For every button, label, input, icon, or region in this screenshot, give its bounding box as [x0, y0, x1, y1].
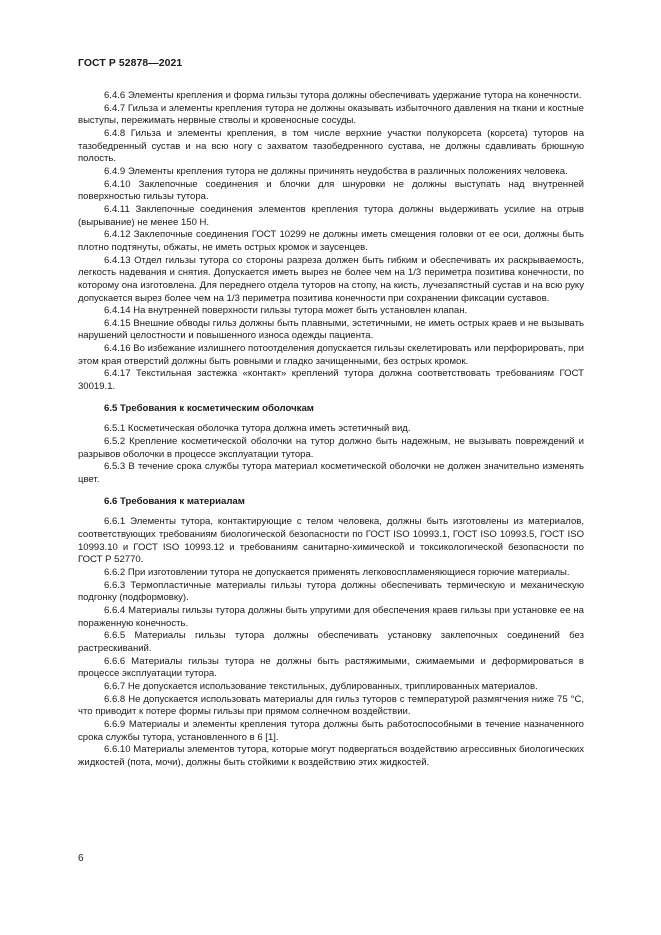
clause-6-4-16: 6.4.16 Во избежание излишнего потоотделения допускается гильзы скелетировать или перфорировать, при этом края отверстий должны быть ровными и гладко зачищенными, без острых кромок.: [78, 343, 584, 367]
clause-6-5-1: 6.5.1 Косметическая оболочка тутора должна иметь эстетичный вид.: [104, 423, 411, 435]
clause-list-6-5: [78, 423, 584, 486]
clause-6-4-14: 6.4.14 На внутренней поверхности гильзы тутора может быть установлен клапан.: [104, 305, 468, 317]
clause-6-4-7: 6.4.7 Гильза и элементы крепления тутора не должны оказывать избыточного давления на ткани и костные выступы, пережимать нервные стволы и кровеносные сосуды.: [78, 102, 584, 127]
section-heading-6-6: 6.6 Требования к материалам: [104, 495, 245, 507]
clause-6-6-5: 6.6.5 Материалы гильзы тутора должны обеспечивать установку заклепочных соединений без растрескиваний.: [78, 630, 584, 654]
document-header: ГОСТ Р 52878—2021: [78, 58, 183, 69]
clause-6-5-3: 6.5.3 В течение срока службы тутора материал косметической оболочки не должен значительно изменять цвет.: [78, 461, 584, 486]
clause-6-4-8: 6.4.8 Гильза и элементы крепления, в том числе верхние участки полукорсета (корсета) туторов на тазобедренный сустав и на всю ногу с захватом тазобедренного сустава, не должны сдавливать брюшную полость.: [78, 127, 584, 165]
clause-6-4-15: 6.4.15 Внешние обводы гильз должны быть плавными, эстетичными, не иметь острых краев и не вызывать нарушений целостности и повышенного износа одежды пациента.: [78, 317, 584, 342]
clause-6-6-1: 6.6.1 Элементы тутора, контактирующие с телом человека, должны быть изготовлены из материалов, соответствующих требованиям биологической безопасности по ГОСТ ISO 10993.1, ГОСТ ISO 10993.5, ГОСТ ISO 10993.10 и ГОСТ ISO 10993.12 и требованиям санитарно-химической и токсикологической безопасности по ГОСТ Р 52770.: [78, 516, 584, 566]
section-heading-6-5: 6.5 Требования к косметическим оболочкам: [104, 402, 314, 414]
clause-list-6-4: [78, 90, 584, 394]
clause-6-6-6: 6.6.6 Материалы гильзы тутора не должны быть растяжимыми, сжимаемыми и деформироваться в процессе эксплуатации тутора.: [78, 655, 584, 680]
clause-6-5-2: 6.5.2 Крепление косметической оболочки на тутор должно быть надежным, не вызывать повреждений и разрывов оболочки в процессе эксплуатации тутора.: [78, 436, 584, 460]
clause-list-6-6: [78, 516, 584, 769]
clause-6-6-7: 6.6.7 Не допускается использование текстильных, дублированных, триплированных материалов.: [104, 680, 538, 692]
clause-6-4-17: 6.4.17 Текстильная застежка «контакт» креплений тутора должна соответствовать требованиям ГОСТ 30019.1.: [78, 368, 584, 393]
clause-6-6-3: 6.6.3 Термопластичные материалы гильзы тутора должны обеспечивать термическую и механическую подгонку (подформовку).: [78, 579, 584, 604]
clause-6-4-9: 6.4.9 Элементы крепления тутора не должны причинять неудобства в различных положениях человека.: [104, 165, 568, 177]
clause-6-4-11: 6.4.11 Заклепочные соединения элементов крепления тутора должны выдерживать усилие на отрыв (вырывание) не менее 150 Н.: [78, 203, 584, 228]
clause-6-4-13: 6.4.13 Отдел гильзы тутора со стороны разреза должен быть гибким и обеспечивать их раскрываемость, легкость надевания и снятия. Допускается иметь вырез не более чем на 1/3 периметра позитива конечности, по которому она изготовлена. Для переднего отдела туторов на стопу, на кисть, лучезапястный сустав и на всю руку допускается вырез более чем на 1/3 периметра позитива конечности при сохранении фиксации суставов.: [78, 254, 584, 304]
clause-6-6-9: 6.6.9 Материалы и элементы крепления тутора должны быть работоспособными в течение назначенного срока службы тутора, установленного в 6 [1].: [78, 718, 584, 743]
clause-6-6-8: 6.6.8 Не допускается использовать материалы для гильз туторов с температурой размягчения ниже 75 °С, что приводит к потере формы гильзы при прямом солнечном воздействии.: [78, 693, 584, 718]
page-number: 6: [78, 853, 84, 864]
clause-6-4-6: 6.4.6 Элементы крепления и форма гильзы тутора должны обеспечивать удержание тутора на конечности.: [104, 90, 582, 101]
clause-6-4-12: 6.4.12 Заклепочные соединения ГОСТ 10299 не должны иметь смещения головки от ее оси, должны быть плотно подтянуты, обжаты, не иметь острых кромок и заусенцев.: [78, 229, 584, 253]
clause-6-6-10: 6.6.10 Материалы элементов тутора, которые могут подвергаться воздействию агрессивных биологических жидкостей (пота, мочи), должны быть стойкими к воздействию этих жидкостей.: [78, 744, 584, 768]
clause-6-6-4: 6.6.4 Материалы гильзы тутора должны быть упругими для обеспечения краев гильзы при установке ее на пораженную конечность.: [78, 604, 584, 629]
clause-6-4-10: 6.4.10 Заклепочные соединения и блочки для шнуровки не должны выступать над внутренней поверхностью гильзы тутора.: [78, 178, 584, 203]
clause-6-6-2: 6.6.2 При изготовлении тутора не допускается применять легковоспламеняющиеся горючие материалы.: [104, 566, 570, 578]
document-body: [78, 90, 584, 769]
